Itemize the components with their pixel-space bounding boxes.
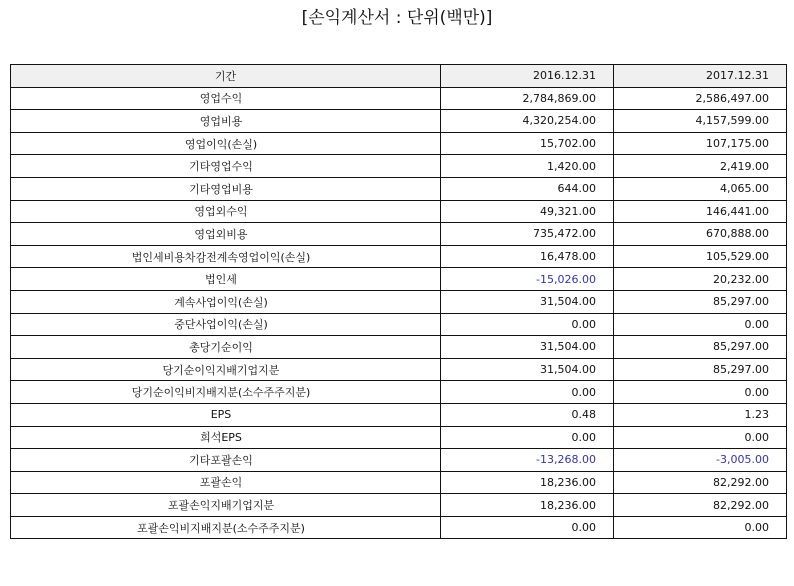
table-row <box>11 358 787 381</box>
table-row <box>11 155 787 178</box>
value-2016: 0.00 <box>441 516 614 539</box>
value-2016: 4,320,254.00 <box>441 110 614 133</box>
row-label: 영업수익 <box>11 87 441 110</box>
value-2017: 0.00 <box>614 313 787 336</box>
value-2017: 82,292.00 <box>614 494 787 517</box>
value-2016: -15,026.00 <box>441 268 614 291</box>
value-2017: 0.00 <box>614 426 787 449</box>
page-title: [손익계산서 : 단위(백만)] <box>301 8 493 28</box>
row-label: 영업외비용 <box>11 223 441 246</box>
value-2017: 107,175.00 <box>614 132 787 155</box>
row-label: 법인세비용차감전계속영업이익(손실) <box>11 245 441 268</box>
row-label: 당기순이익비지배지분(소수주주지분) <box>11 381 441 404</box>
table-row <box>11 381 787 404</box>
row-label: 총당기순이익 <box>11 336 441 359</box>
table-row <box>11 132 787 155</box>
value-2017: 146,441.00 <box>614 200 787 223</box>
value-2017: 0.00 <box>614 381 787 404</box>
income-statement-table <box>10 64 787 539</box>
table-row <box>11 426 787 449</box>
value-2017: 4,065.00 <box>614 177 787 200</box>
row-label: 희석EPS <box>11 426 441 449</box>
value-2016: 31,504.00 <box>441 290 614 313</box>
value-2016: -13,268.00 <box>441 449 614 472</box>
table-header-row <box>11 65 787 88</box>
table-row <box>11 449 787 472</box>
value-2016: 644.00 <box>441 177 614 200</box>
row-label: 영업외수익 <box>11 200 441 223</box>
value-2017: 85,297.00 <box>614 336 787 359</box>
column-header-period: 기간 <box>11 65 441 88</box>
row-label: 당기순이익지배기업지분 <box>11 358 441 381</box>
table-row <box>11 290 787 313</box>
column-header-2016: 2016.12.31 <box>441 65 614 88</box>
value-2016: 18,236.00 <box>441 471 614 494</box>
value-2016: 18,236.00 <box>441 494 614 517</box>
value-2016: 2,784,869.00 <box>441 87 614 110</box>
table-row <box>11 471 787 494</box>
table-body <box>11 87 787 539</box>
value-2017: 0.00 <box>614 516 787 539</box>
value-2017: 105,529.00 <box>614 245 787 268</box>
row-label: EPS <box>11 403 441 426</box>
value-2016: 16,478.00 <box>441 245 614 268</box>
row-label: 영업비용 <box>11 110 441 133</box>
value-2017: 1.23 <box>614 403 787 426</box>
value-2017: 2,419.00 <box>614 155 787 178</box>
value-2016: 1,420.00 <box>441 155 614 178</box>
value-2016: 31,504.00 <box>441 336 614 359</box>
row-label: 포괄손익비지배지분(소수주주지분) <box>11 516 441 539</box>
row-label: 영업이익(손실) <box>11 132 441 155</box>
table-row <box>11 494 787 517</box>
row-label: 포괄손익 <box>11 471 441 494</box>
table-row <box>11 177 787 200</box>
value-2017: 85,297.00 <box>614 358 787 381</box>
table-row <box>11 268 787 291</box>
table-row <box>11 223 787 246</box>
value-2017: -3,005.00 <box>614 449 787 472</box>
table-row <box>11 516 787 539</box>
value-2016: 0.00 <box>441 381 614 404</box>
row-label: 포괄손익지배기업지분 <box>11 494 441 517</box>
table-row <box>11 87 787 110</box>
table-row <box>11 245 787 268</box>
row-label: 계속사업이익(손실) <box>11 290 441 313</box>
value-2017: 20,232.00 <box>614 268 787 291</box>
row-label: 기타영업수익 <box>11 155 441 178</box>
value-2017: 85,297.00 <box>614 290 787 313</box>
table-row <box>11 200 787 223</box>
value-2016: 735,472.00 <box>441 223 614 246</box>
table-row <box>11 403 787 426</box>
table-row <box>11 336 787 359</box>
table-row <box>11 313 787 336</box>
value-2016: 49,321.00 <box>441 200 614 223</box>
value-2016: 0.48 <box>441 403 614 426</box>
row-label: 기타영업비용 <box>11 177 441 200</box>
value-2017: 4,157,599.00 <box>614 110 787 133</box>
value-2016: 15,702.00 <box>441 132 614 155</box>
table-row <box>11 110 787 133</box>
row-label: 법인세 <box>11 268 441 291</box>
row-label: 중단사업이익(손실) <box>11 313 441 336</box>
row-label: 기타포괄손익 <box>11 449 441 472</box>
value-2017: 82,292.00 <box>614 471 787 494</box>
column-header-2017: 2017.12.31 <box>614 65 787 88</box>
value-2016: 0.00 <box>441 426 614 449</box>
value-2016: 0.00 <box>441 313 614 336</box>
value-2017: 670,888.00 <box>614 223 787 246</box>
value-2016: 31,504.00 <box>441 358 614 381</box>
value-2017: 2,586,497.00 <box>614 87 787 110</box>
